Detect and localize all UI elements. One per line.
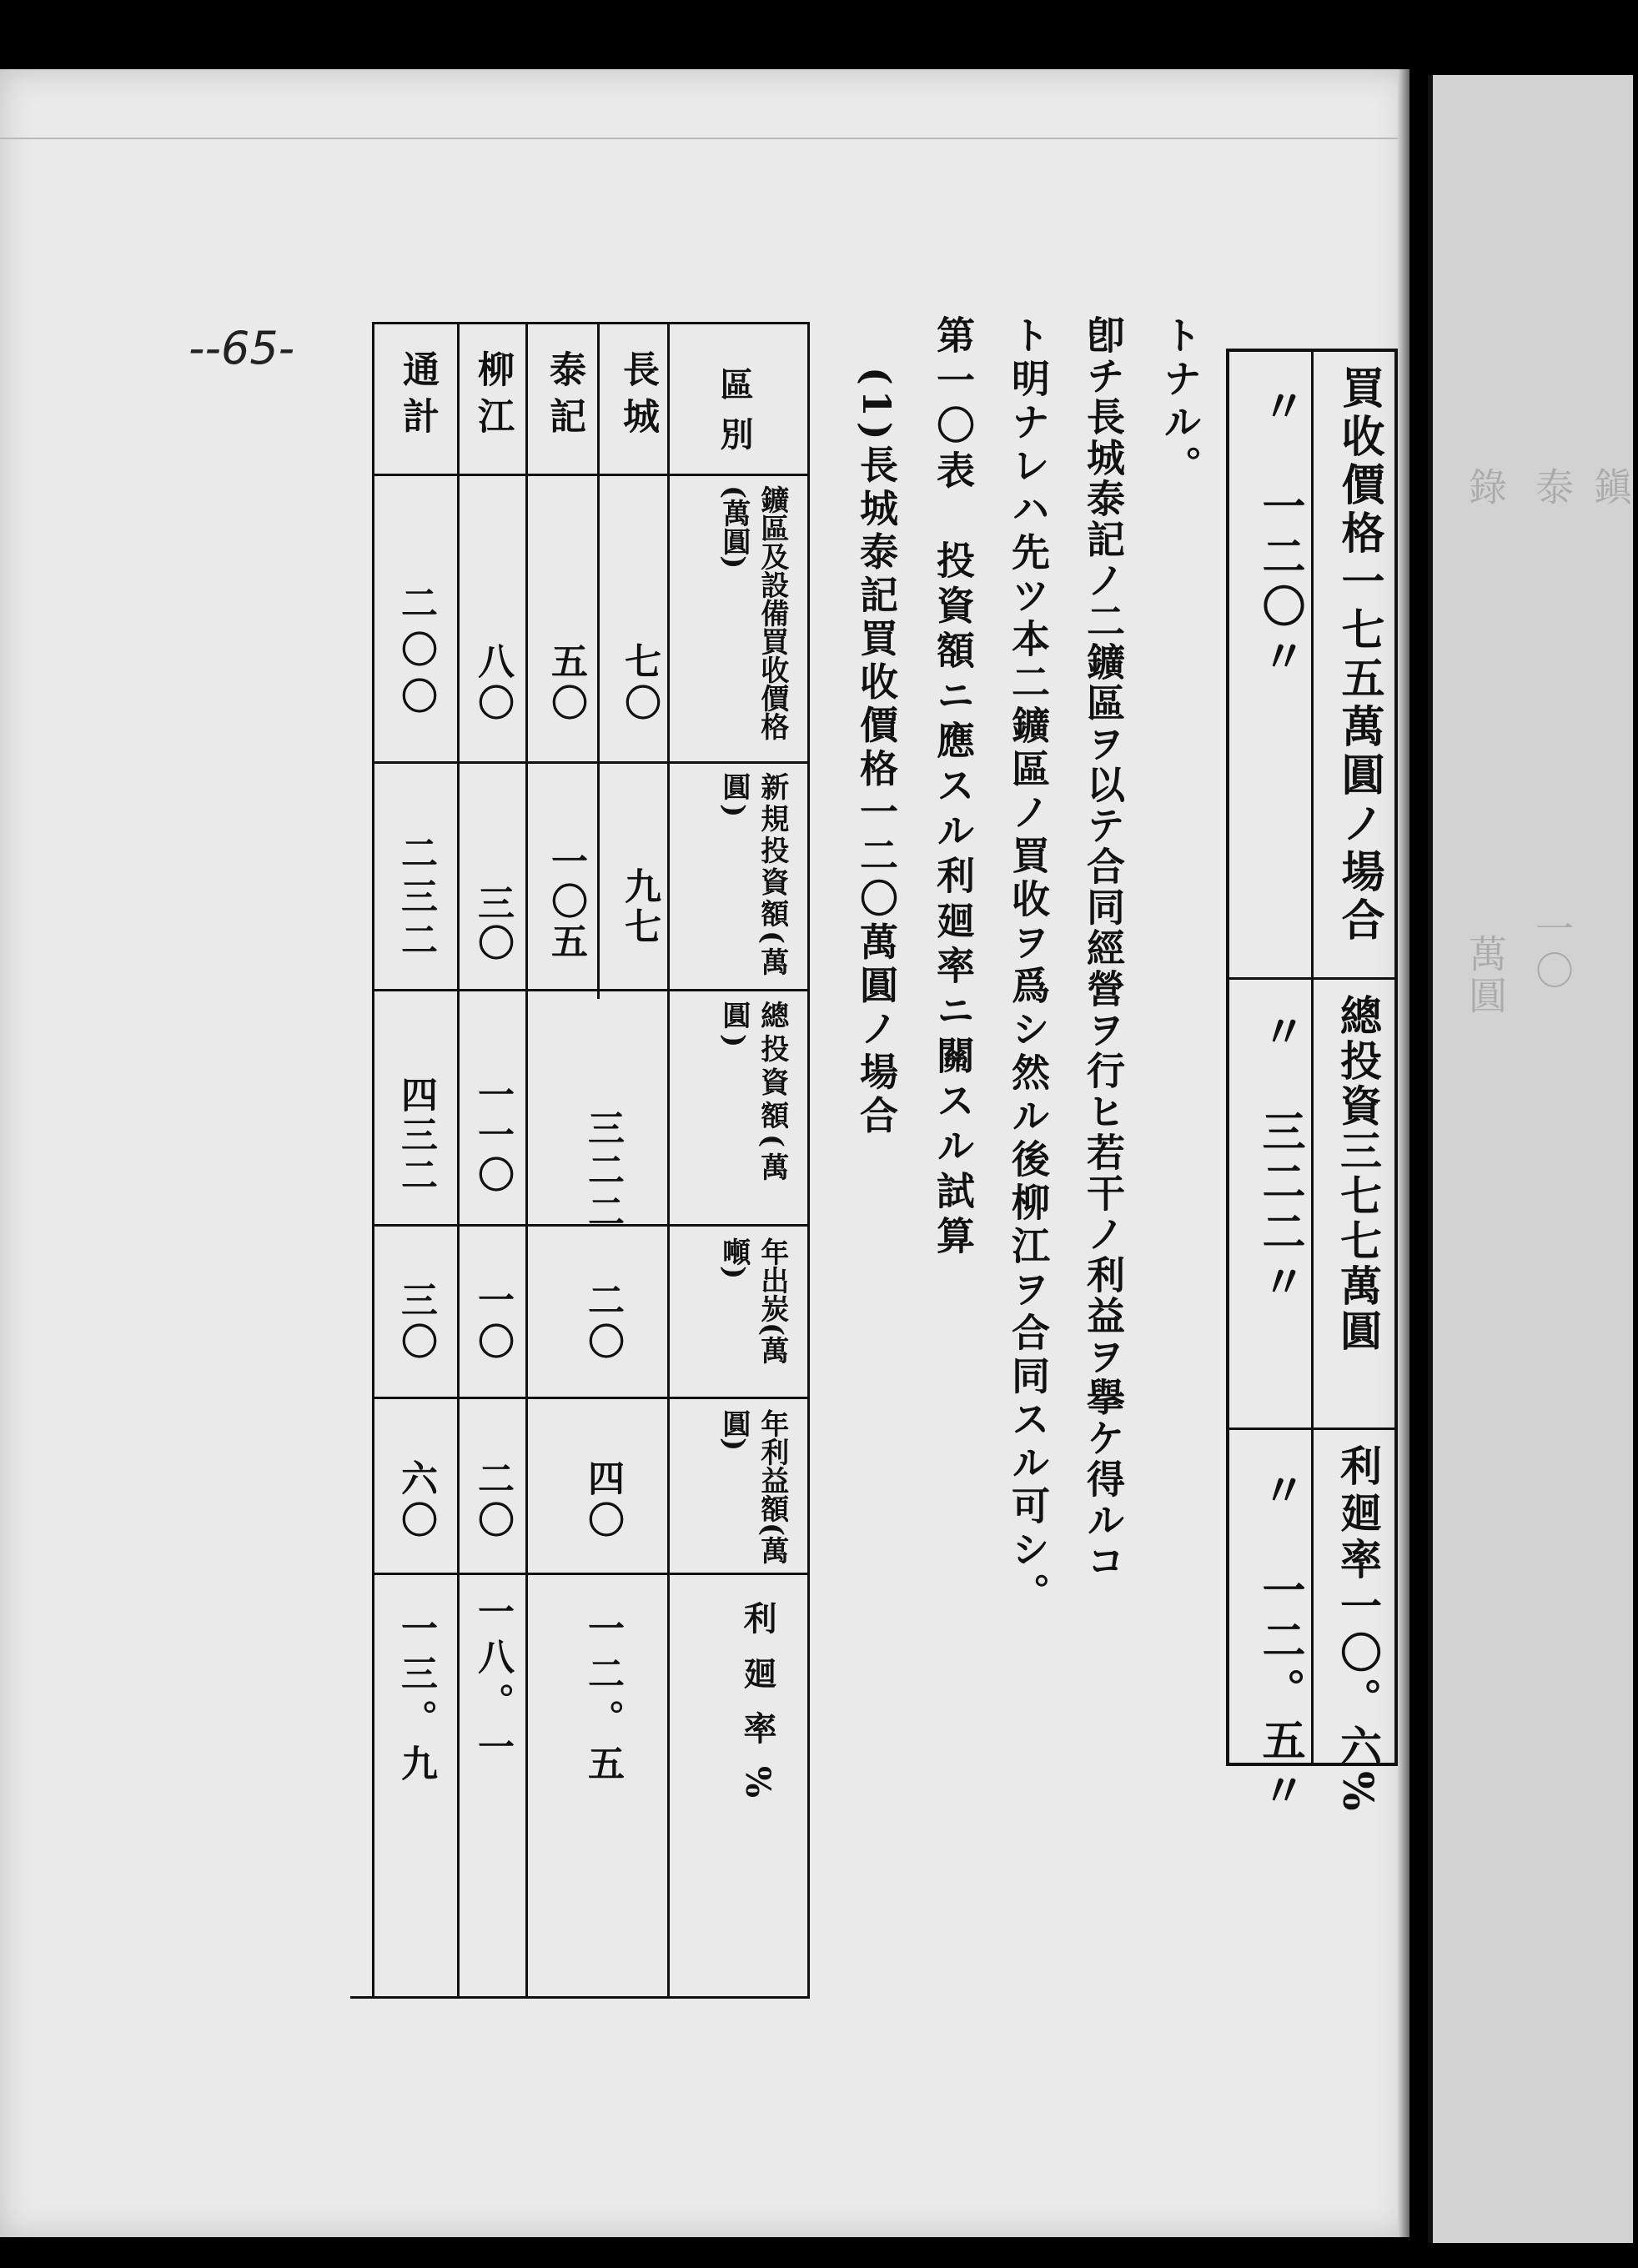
summary-col2-value: 〃 三二二〃 [1254, 1009, 1305, 1309]
table-row-line [372, 761, 810, 764]
table-cell: 一八。一 [471, 1593, 514, 1773]
table-cell: 一〇五 [545, 842, 587, 962]
table-row-header: 通計 [396, 350, 439, 444]
table-column-header: 總投資額(萬圓) [716, 1001, 789, 1187]
table-subtitle: (1)長城泰記買收價格一二〇萬圓ノ場合 [854, 367, 899, 1139]
table-col-line [525, 322, 528, 1998]
summary-col3-value: 〃 一二。五〃 [1254, 1468, 1305, 1818]
table-col-line [597, 322, 600, 999]
table-cell: 四〇 [581, 1459, 624, 1543]
summary-col1-value: 〃 一二〇〃 [1254, 384, 1305, 684]
table-cell: 二〇 [471, 1459, 514, 1543]
table-cell: 一一〇 [471, 1076, 514, 1196]
ghost-text: 一〇 [1530, 909, 1575, 992]
body-line: ト明ナレハ先ツ本二鑛區ノ買收ヲ爲シ然ル後柳江ヲ合同スル可シ。 [1006, 315, 1051, 1616]
summary-col1-header: 買收價格一七五萬圓ノ場合 [1334, 365, 1384, 946]
table-row-header: 柳江 [471, 350, 514, 444]
table-row-line [372, 322, 810, 324]
table-cell: 八〇 [471, 642, 514, 725]
table-col-line [667, 322, 670, 1998]
ghost-text: 鎭 [1588, 467, 1633, 509]
table-column-header: 年利益額(萬圓) [716, 1409, 789, 1565]
table-cell: 三二二 [581, 1109, 624, 1234]
summary-col2-header: 總投資三七七萬圓 [1334, 994, 1383, 1354]
ghost-text: 錄 [1463, 467, 1508, 509]
summary-box-row-line [1226, 977, 1394, 980]
table-col-line [457, 322, 460, 1998]
table-border [807, 322, 810, 1998]
summary-box-divider [1311, 349, 1314, 1763]
ghost-text: 萬圓 [1463, 934, 1508, 1017]
table-cell: 三〇 [471, 884, 514, 964]
table-row-header: 長城 [616, 350, 659, 444]
table-cell: 五〇 [545, 642, 587, 725]
table-cell: 六〇 [394, 1459, 437, 1543]
page-number: --65- [188, 322, 295, 374]
table-column-header: 鑛區及設備買收價格(萬圓) [716, 485, 789, 740]
table-cell: 七〇 [618, 642, 661, 725]
table-column-header: 新規投資額(萬圓) [716, 772, 789, 980]
table-row-line [350, 1996, 810, 1999]
summary-box-row-line [1226, 1428, 1394, 1430]
table-header-row-label: 區別 [715, 367, 754, 467]
table-border [372, 322, 374, 1998]
ghost-text: 泰 [1530, 467, 1575, 509]
table-cell: 三〇 [394, 1281, 437, 1364]
binding-edge [1398, 69, 1409, 2237]
table-cell: 二〇〇 [394, 584, 437, 724]
body-line: トナル。 [1158, 315, 1203, 489]
table-column-header: 利廻率% [738, 1601, 777, 1820]
summary-col3-header: 利廻率一〇。六% [1334, 1444, 1383, 1816]
table-row-line [372, 1397, 810, 1399]
page-fold-line [0, 138, 1408, 139]
table-row-line [372, 1573, 810, 1575]
table-cell: 四三二 [394, 1076, 437, 1196]
body-line: 卽チ長城泰記ノ二鑛區ヲ以テ合同經營ヲ行ヒ若干ノ利益ヲ擧ケ得ルコ [1081, 315, 1126, 1582]
adjacent-page [1428, 75, 1633, 2243]
table-cell: 二〇 [581, 1281, 624, 1364]
table-row-line [372, 989, 810, 991]
table-cell: 二三二 [394, 834, 437, 964]
table-cell: 一二。五 [581, 1609, 624, 1789]
table-row-line [372, 474, 810, 476]
table-cell: 一三。九 [394, 1609, 437, 1789]
table-row-header: 泰記 [543, 350, 585, 444]
table-cell: 九七 [618, 867, 661, 947]
table-cell: 一〇 [471, 1281, 514, 1364]
table-caption: 第一〇表 投資額ニ應スル利廻率ニ關スル試算 [931, 315, 976, 1261]
table-column-header: 年出炭(萬噸) [716, 1237, 789, 1365]
